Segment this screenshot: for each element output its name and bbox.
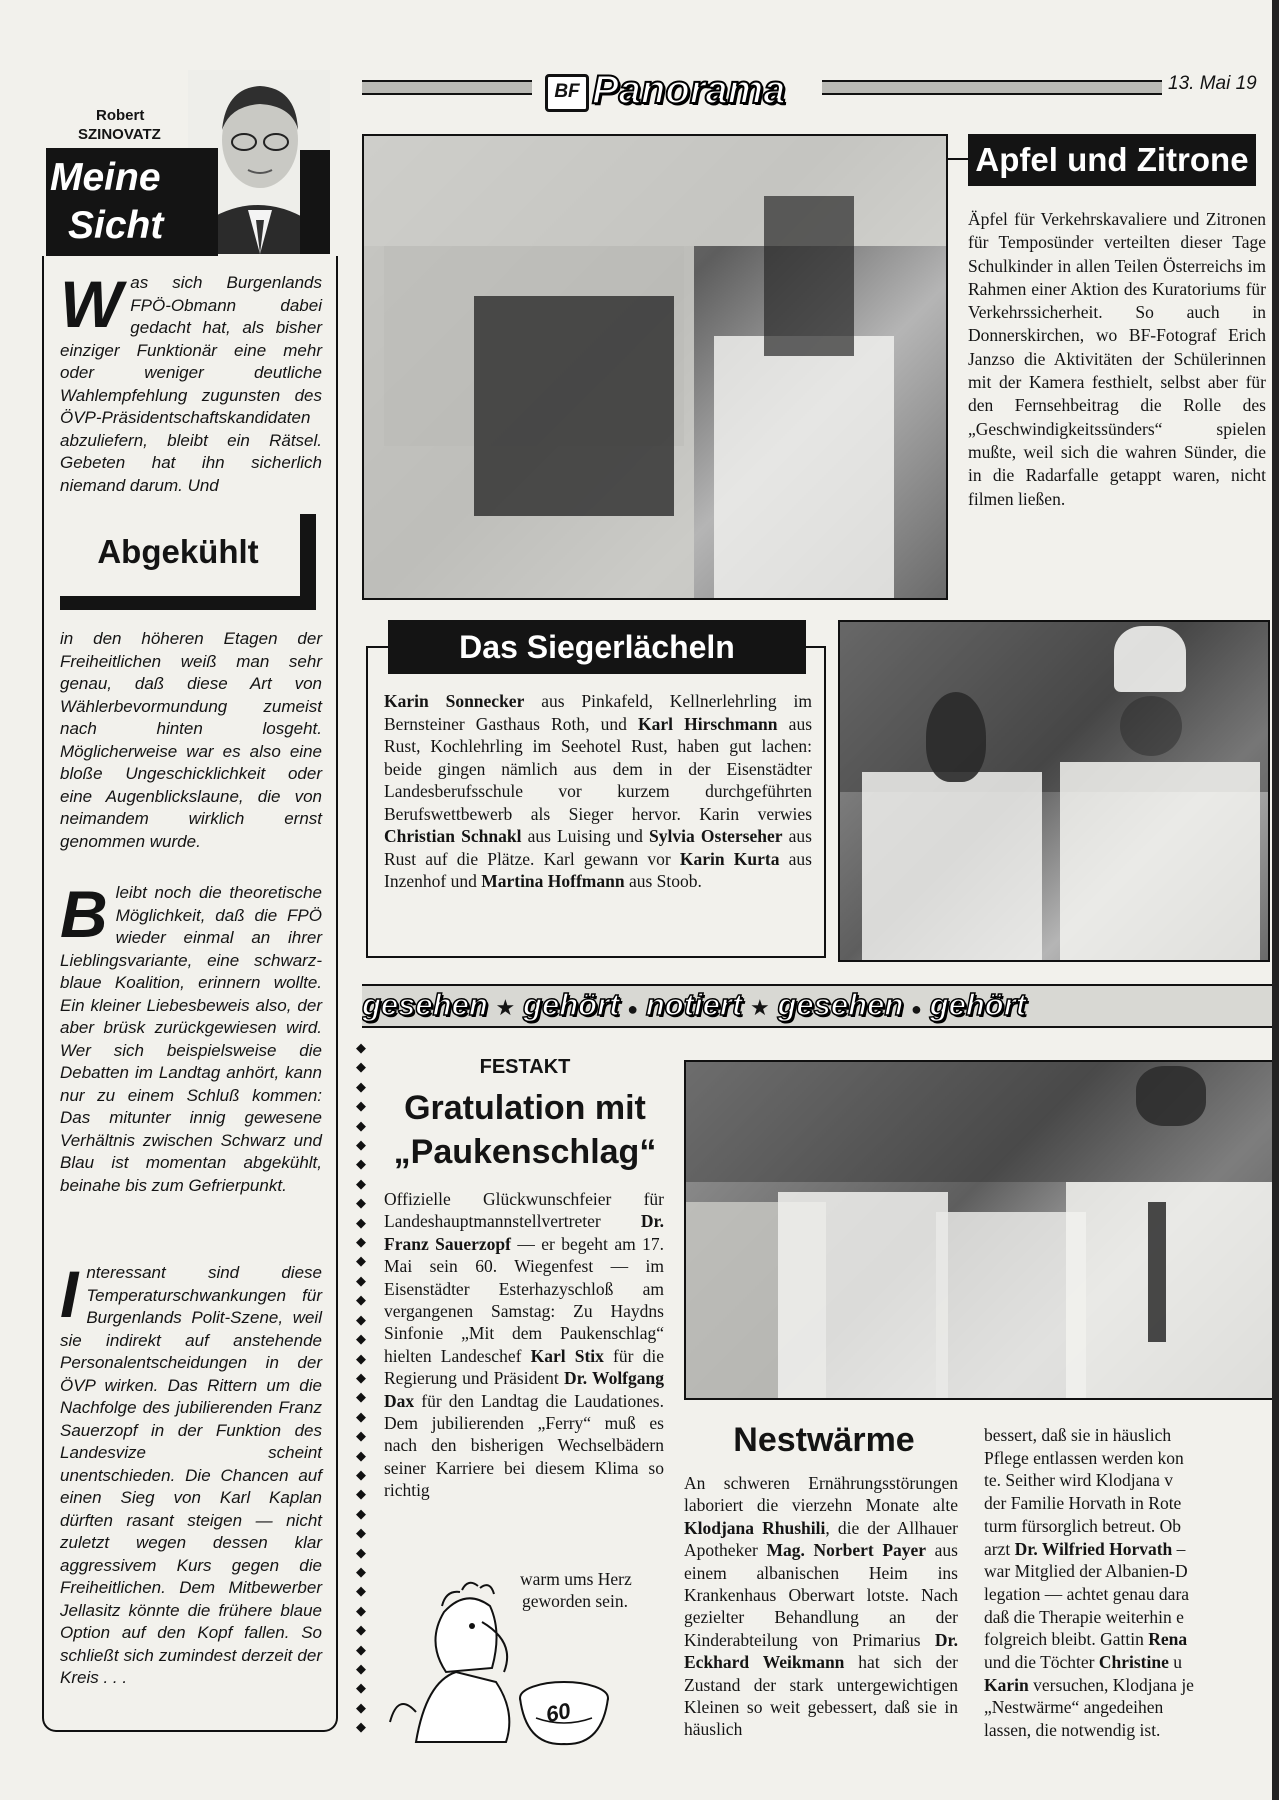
name-klodjana-rhushili: Klodjana Rhushili [684,1517,826,1538]
dropcap-b: B [60,877,108,951]
cartoon-drawing [386,1572,626,1748]
name-wolfgang-dax: Dr. Wolfgang Dax [384,1368,664,1411]
header-rule-left [362,80,532,95]
sieger-frame-top-left [366,646,388,648]
column-para2-text: leibt noch die theoretische Möglichkeit, daß die FPÖ wieder einmal an ihrer Lieblingsvariante, eine schwarz-blaue Koalition, erinnern wollte. Ein kleiner Liebesbeweis also, der aber brüsk zurückgewiesen wird. Wer sich beispielsweise die Debatten im Landtag anhört, kann nur zu einem Schluß kommen: Das mitunter innig gewesene Verhältnis zwischen Schwarz und Blau ist momentan abgekühlt, beinahe bis zum Gefrierpunkt. [60,883,322,1195]
banner-word-gehoert: gehört [523,987,620,1022]
dot-icon: ● [911,999,922,1019]
column-para1-cont: in den höheren Etagen der Freiheitlichen weiß man sehr genau, daß diese Art von Wählerbevormundung zumeist nach hinten losgeht. Möglicherweise war es also eine bloße Ungeschicklichkeit oder eine Augenblickslaune, die von neimandem wirklich ernst genommen wurde. [60,629,322,851]
diamond-border: ◆ ◆ ◆ ◆ ◆ ◆ ◆ ◆ ◆ ◆ ◆ ◆ ◆ ◆ ◆ ◆ ◆ ◆ ◆ ◆ ◆ ◆ ◆ ◆ ◆ ◆ ◆ ◆ ◆ ◆ ◆ ◆ ◆ ◆ ◆ ◆ [356,1040,366,1735]
star-icon: ★ [750,995,770,1020]
festakt-text-end-1: warm ums Herz [520,1569,632,1589]
banner-word-gesehen: gesehen [362,987,488,1022]
banner-word-gehoert-2: gehört [929,987,1027,1022]
nest-text-col1: An schweren Ernährungsstörungen laboriert die vierzehn Monate alte Klodjana Rhushili, die der Allhauer Apotheker Mag. Norbert Payer aus einem albanischen Heim ins Krankenhaus Oberwart lotste. Nach gezielter Behandlung an der Kinderabteilung von Primarius Dr. Eckhard Weikmann hat sich der Zustand der stark untergewichtigen Kleinen so weit gebessert, daß sie in häuslich [684,1473,959,1740]
author-last-name: SZINOVATZ [78,126,161,143]
sieger-text: Karin Sonnecker aus Pinkafeld, Kellnerlehrling im Bernsteiner Gasthaus Roth, und Karl Hirschmann aus Rust, Kochlehrling im Seehotel Rust, haben gut lachen: beide gingen nämlich aus dem in der Eisenstädter Landesberufsschule vor kurzem durchgeführten Berufswettbewerb als Sieger hervor. Karin verwies Christian Schnakl aus Luising und Sylvia Osterseher aus Rust auf die Plätze. Karl gewann vor Karin Kurta aus Inzenhof und Martina Hoffmann aus Stoob. [384,691,812,891]
nest-text-col2: bessert, daß sie in häuslich Pflege entlassen werden kon te. Seither wird Klodjana v der Familie Horvath in Rote turm fürsorglich betreut. Ob arzt Dr. Wilfried Horvath – war Mitglied der Albanien-D legation — achtet genau dara daß die Therapie weiterhin e folgreich bleibt. Gattin Rena und die Töchter Christine u Karin versuchen, Klodjana je „Nestwärme“ angedeihen lassen, die notwendig ist. [984,1425,1194,1741]
page-edge [1272,0,1279,1800]
column-para3-text: nteressant sind diese Temperaturschwankungen für Burgenlands Polit-Szene, weil sie indirekt auf anstehende Personalentscheidungen in der ÖVP wirken. Das Rittern um die Nachfolge des jubilierenden Franz Sauerzopf in der Funktion des Landesvize scheint unentschieden. Die Chancen auf einen Sieg von Karl Kaplan dürften rasant steigen — nicht zuletzt wegen dessen klar aggressivem Kurs gegen die Freiheitlichen. Dem Mitbewerber Jellasitz könnte die frühere blaue Option auf den Kopf fallen. So schließt sich zumindest derzeit der Kreis . . . [60,1263,322,1687]
dropcap-w: W [60,267,123,341]
festakt-headline-line2: „Paukenschlag“ [393,1133,657,1171]
dropcap-i: I [60,1257,79,1331]
subhead-box [60,514,318,612]
title-box-right [300,150,330,254]
column-para3 [60,1257,322,1690]
star-icon: ★ [495,995,516,1020]
apfel-text: Äpfel für Verkehrskavaliere und Zitronen für Temposünder verteilten dieser Tage Schulkinder in allen Teilen Österreichs im Rahmen einer Aktion des Kuratoriums für Verkehrssicherheit. So auch in Donnerskirchen, wo BF-Fotograf Erich Janzso die Aktivitäten der Schülerinnen mit der Kamera festhielt, selbst aber für den Fernsehbeitrag die Rolle des „Geschwindigkeitssünders“ spielen mußte, weil sich die wahren Sünder, die in die Radarfalle getappt waren, nicht filmen ließen. [968,209,1266,509]
photo-schoolgirls-car [362,134,948,600]
column-title-line2: Sicht [68,204,164,247]
column-para1-text: as sich Burgenlands FPÖ-Obmann dabei gedacht hat, als bisher einziger Funktionär eine mehr oder weniger deutliche Wahlempfehlung zugunsten des ÖVP-Präsidentschaftskandidaten abzuliefern, bleibt ein Rätsel. Gebeten hat ihn sicherlich niemand darum. Und [60,273,322,495]
photo-horvath-family [684,1060,1274,1400]
cartoon-sauerzopf [386,1572,626,1748]
dot-icon: ● [627,999,639,1019]
name-karin-sonnecker: Karin Sonnecker [384,691,525,711]
column-para1 [60,267,322,497]
subhead-corner-horiz [60,596,316,610]
column-title-box [46,148,218,256]
banner-word-gesehen-2: gesehen [777,987,904,1022]
name-martina-hoffmann: Martina Hoffmann [481,871,625,891]
cartoon-number: 60 [543,1697,573,1728]
name-sylvia-osterseher: Sylvia Osterseher [649,826,783,846]
name-norbert-payer: Mag. Norbert Payer [766,1540,927,1561]
photo-apprentice-winners [838,620,1270,962]
column-subhead: Abgekühlt [97,533,259,570]
festakt-headline-line1: Gratulation mit [404,1089,646,1127]
festakt-kicker: FESTAKT [479,1056,571,1078]
festakt-text-end-2: geworden sein. [522,1591,628,1611]
sieger-headline: Das Siegerlächeln [388,620,806,674]
header-rule-right [822,80,1162,95]
gesehen-banner [362,984,1272,1028]
name-karl-stix: Karl Stix [530,1345,604,1366]
name-wilfried-horvath: Dr. Wilfried Horvath [1014,1538,1173,1559]
nest-headline: Nestwärme [733,1421,915,1459]
name-christian-schnakl: Christian Schnakl [384,826,522,846]
column-title-line1: Meine [50,156,161,199]
name-eckhard-weikmann: Dr. Eckhard Weikmann [684,1629,958,1673]
bf-logo: BF [545,74,589,112]
festakt-text: Offizielle Glückwunschfeier für Landeshauptmannstellvertreter Dr. Franz Sauerzopf — er begeht am 17. Mai sein 60. Wiegenfest — im Eisenstädter Esterhazyschloß am vergangenen Samstag: Zu Haydns Sinfonie „Mit dem Paukenschlag“ hielten Landeschef Karl Stix für die Regierung und Präsident Dr. Wolfgang Dax für den Landtag die Laudationes. Dem jubilierenden „Ferry“ muß es nach den bisherigen Wechselbädern seiner Karriere bei diesem Klima so richtig [384,1189,664,1501]
name-franz-sauerzopf: Dr. Franz Sauerzopf [384,1211,664,1254]
sieger-frame-top-right [806,646,826,648]
apfel-headline-rule [948,158,968,160]
festakt-headline [380,1086,670,1174]
name-karl-hirschmann: Karl Hirschmann [638,713,778,734]
issue-date: 13. Mai 19 [1168,73,1257,94]
apfel-headline: Apfel und Zitrone [968,134,1256,186]
name-karin-kurta: Karin Kurta [679,848,780,869]
column-para2 [60,877,322,1197]
section-title: Panorama [592,68,786,112]
banner-word-notiert: notiert [645,987,743,1022]
author-first-name: Robert [96,107,145,124]
